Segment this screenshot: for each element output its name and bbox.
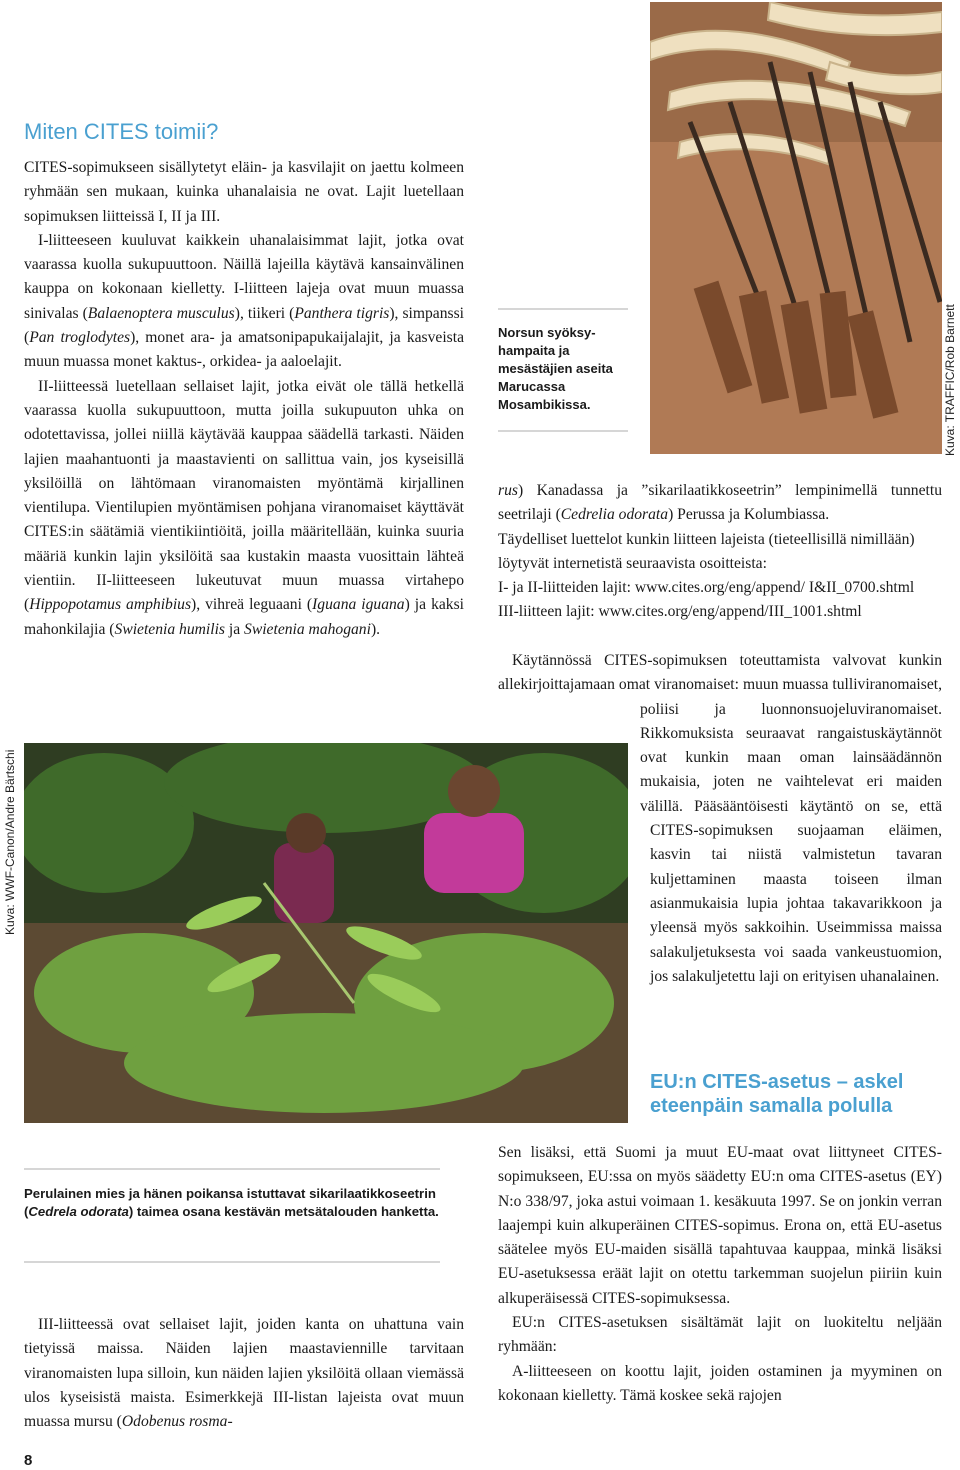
paragraph-appendix-1	[24, 229, 464, 375]
species-name: Balaenoptera musculus	[87, 304, 235, 322]
text-run: ) Perussa ja Kolumbiassa.	[668, 506, 830, 524]
divider	[24, 1261, 440, 1263]
paragraph-enforcement: Käytännössä CITES-sopimuksen toteuttamista valvovat kunkin allekirjoittajamaan omat viranomaiset: muun muassa tulliviranomaiset, poliisi ja luonnonsuojeluviranomaiset. Rikkomuksista seuraavat rangaistuskäytännöt ovat kunkin maan oman lainsäädännön mukaisia, joten ne vaihtelevat eri maiden välillä. Pääsääntöisesti käytäntö on se, että CITES-sopimuksen suojaaman eläimen, kasvin tai niistä valmistetun tavaran kuljettaminen maasta toiseen ilman asianmukaisia lupia johtaa takavarikkoon ja yleensä myös sakkoihin. Useimmissa maissa salakuljetuksesta voi saada vankeustuomion, jos salakuljetettu laji on erityisen uhanalainen.	[498, 652, 942, 985]
species-name: Swietenia humilis	[114, 620, 225, 638]
species-name: Pan troglodytes	[29, 329, 131, 347]
paragraph-eu-groups: EU:n CITES-asetuksen sisältämät lajit on luokiteltu neljään ryhmään:	[498, 1314, 942, 1356]
paragraph-cont	[498, 479, 942, 528]
species-name: Cedrelia odorata	[560, 506, 669, 524]
species-name: Iguana iguana	[312, 596, 405, 614]
species-name: rus	[498, 482, 518, 499]
link-appendix-1-2: I- ja II-liitteiden lajit: www.cites.org/eng/append/ I&II_0700.shtml	[498, 579, 915, 597]
divider	[498, 308, 628, 310]
species-name: Hippopotamus amphibius	[29, 596, 192, 614]
section-heading-cites: Miten CITES toimii?	[24, 119, 219, 144]
text-run: ), simpanssi (	[24, 304, 464, 347]
paragraph-lists: Täydelliset luettelot kunkin liitteen lajeista (tieteellisillä nimillään) löytyvät internetistä seuraavista osoitteista:	[498, 530, 915, 572]
divider	[498, 430, 628, 432]
paragraph-eu-a: A-liitteeseen on koottu lajit, joiden ostaminen ja myyminen on kokonaan kielletty. Tämä koskee sekä rajojen	[498, 1362, 942, 1404]
species-name: Panthera tigris	[294, 304, 390, 322]
text-run: I-liitteeseen kuuluvat kaikkein uhanalaisimmat lajit, jotka ovat vaarassa kuolla sukupuuttoon. Näillä lajeilla käytävä kansainvälinen kauppa on kokonaan kielletty. I-liitteen lajeja ovat muun muassa sinivalas (	[24, 231, 464, 322]
left-column-text	[24, 156, 464, 642]
species-name: Swietenia mahogani	[244, 620, 371, 638]
photo-credit-ivory: Kuva: TRAFFIC/Rob Barnett	[943, 304, 957, 456]
ivory-weapons-photo	[650, 2, 942, 454]
caption-planting	[24, 1185, 440, 1221]
eu-section-text	[498, 1141, 942, 1408]
ivory-weapons-illustration	[650, 2, 942, 454]
paragraph-appendix-3	[24, 1313, 464, 1434]
tree-planting-illustration	[24, 743, 628, 1123]
right-column-text	[498, 479, 942, 625]
tree-planting-photo	[24, 743, 628, 1123]
paragraph-intro: CITES-sopimukseen sisällytetyt eläin- ja kasvilajit on jaettu kolmeen ryhmään sen mukaan, kuinka uhanalaisia ne ovat. Lajit luetellaan sopimuksen liitteissä I, II ja III.	[24, 159, 464, 225]
text-run: ), tiikeri (	[234, 304, 295, 322]
caption-ivory: Norsun syöksyhampaita ja mesästäjien aseita Marucassa Mosambikissa.	[498, 325, 613, 412]
species-name: Cedrela odorata	[28, 1204, 129, 1219]
divider	[24, 1168, 440, 1170]
text-run: ) ja kaksi mahonkilajia (	[24, 596, 464, 638]
text-run: ja	[224, 620, 245, 638]
text-run: III-liitteessä ovat sellaiset lajit, joiden kanta on uhattuna vain tietyissä maissa. Näiden lajien maastaviennille tarvitaan viranomaisten lupa silloin, kun näiden lajien yksilöitä ollaan viemässä ulos kyseisistä maista. Esimerkkejä III-listan lajeista ovat muun muassa mursu (	[24, 1316, 464, 1431]
text-run: II-liitteessä luetellaan sellaiset lajit, jotka eivät ole tällä hetkellä vaarassa kuolla sukupuuttoon, mutta joilla sukupuuton uhka on odotettavissa, jollei niillä käytävää kauppaa säädellä tarkasti. Näiden lajien maahantuonti ja maastavienti on sallittua vain, jos kyseisillä yksilöillä on lähtömaan viranomaisten myöntämä kirjallinen vientilupa. Vientilupien myöntämisen pohjana viranomaiset käyttävät CITES:in säätämiä vientikiintiöitä, joilla määritellään, kuinka suuria määriä kunkin lajin yksilöitä saa kustakin maasta vuosittain lähteä vientiin. II-liitteeseen lukeutuvat muun muassa virtahepo (	[24, 377, 464, 614]
paragraph-eu-intro: Sen lisäksi, että Suomi ja muut EU-maat ovat liittyneet CITES-sopimukseen, EU:ssa on myös säädetty EU:n oma CITES-asetus (EY) N:o 338/97, joka astui voimaan 1. kesäkuuta 1997. Se on jonkin verran laajempi kuin alkuperäinen CITES-sopimus. Erona on, että EU-asetus säätelee myös EU-maiden sisällä tapahtuvaa kauppaa, minkä lisäksi EU-asetuksessa eräät lajit on otettu tarkemman suojelun piiriin kuin alkuperäisessä CITES-sopimuksessa.	[498, 1144, 942, 1307]
text-run: ), vihreä leguaani (	[191, 596, 313, 614]
paragraph-appendix-2	[24, 375, 464, 642]
page-number: 8	[24, 1452, 33, 1469]
link-appendix-3: III-liitteen lajit: www.cites.org/eng/append/III_1001.shtml	[498, 603, 862, 621]
text-run: ).	[370, 620, 381, 638]
text-run: ) Kanadassa ja ”sikarilaatikkoseetrin” lempinimellä tunnettu seetrilaji (	[498, 482, 942, 524]
section-heading-eu: EU:n CITES-asetus – askel eteenpäin samalla polulla	[650, 1071, 904, 1117]
text-run: Perulainen mies ja hänen poikansa istuttavat sikarilaatikkoseetrin (	[24, 1186, 436, 1219]
text-run: ) taimea osana kestävän metsätalouden hanketta.	[128, 1204, 439, 1219]
text-run: ), monet ara- ja amatsonipapukaijalajit, ja kasveista muun muassa monet kaktus-, orkidea- ja aaloelajit.	[24, 329, 464, 371]
species-name: Odobenus rosma-	[121, 1413, 233, 1431]
photo-credit-planting: Kuva: WWF-Canon/Andre Bärtschi	[3, 749, 17, 935]
